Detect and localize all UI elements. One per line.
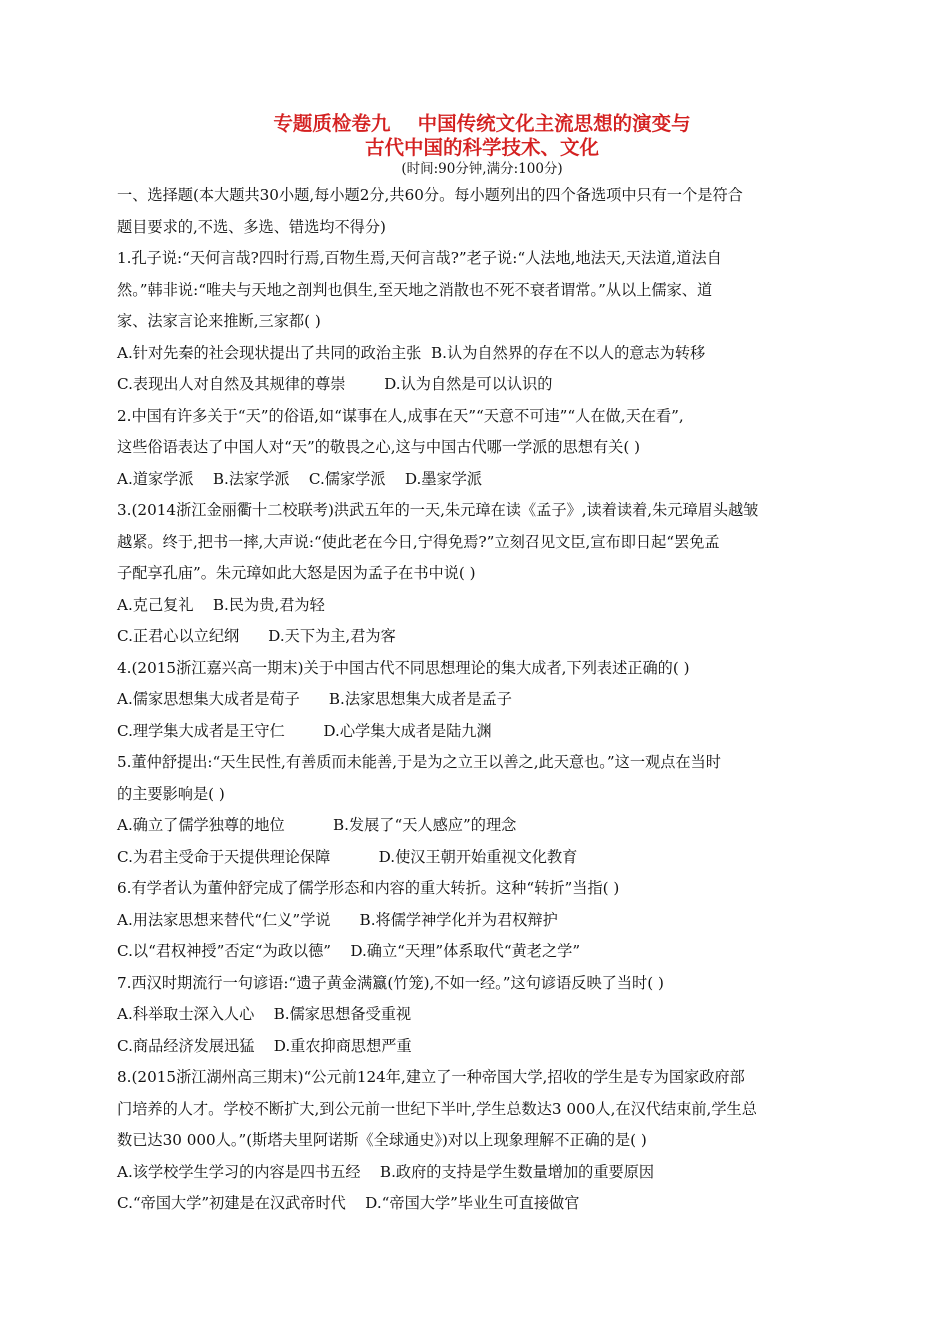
question-stem-line: 门培养的人才。学校不断扩大,到公元前一世纪下半叶,学生总数达3 000人,在汉代结束前,学生总 xyxy=(117,1099,757,1118)
question-options-line: A.该学校学生学习的内容是四书五经 B.政府的支持是学生数量增加的重要原因 xyxy=(117,1162,655,1181)
question-options-line: A.儒家思想集大成者是荀子 B.法家思想集大成者是孟子 xyxy=(117,690,512,708)
question-options-line: A.针对先秦的社会现状提出了共同的政治主张 B.认为自然界的存在不以人的意志为转移 xyxy=(117,343,706,362)
question-1 xyxy=(117,243,837,401)
question-options-line: C.表现出人对自然及其规律的尊崇 D.认为自然是可以认识的 xyxy=(117,375,553,393)
question-options-line: C.商品经济发展迅猛 D.重农抑商思想严重 xyxy=(117,1036,412,1055)
question-4 xyxy=(117,653,837,748)
question-stem-line: 6.有学者认为董仲舒完成了儒学形态和内容的重大转折。这种“转折”当指( ) xyxy=(117,879,620,897)
section-instructions-line: 一、选择题(本大题共30小题,每小题2分,共60分。每小题列出的四个备选项中只有一个是符合 xyxy=(117,186,743,204)
question-options-line: A.克己复礼 B.民为贵,君为轻 xyxy=(117,595,325,614)
question-options-line: C.正君心以立纪纲 D.天下为主,君为客 xyxy=(117,627,396,645)
question-stem-line: 4.(2015浙江嘉兴高一期末)关于中国古代不同思想理论的集大成者,下列表述正确的( ) xyxy=(117,658,690,677)
question-options-line: A.科举取士深入人心 B.儒家思想备受重视 xyxy=(117,1005,412,1023)
question-5 xyxy=(117,747,837,873)
question-stem-line: 子配享孔庙”。朱元璋如此大怒是因为孟子在书中说( ) xyxy=(117,564,476,582)
question-options-line: C.以“君权神授”否定“为政以德” D.确立“天理”体系取代“黄老之学” xyxy=(117,942,581,960)
document-title-line-2: 古代中国的科学技术、文化 xyxy=(364,136,599,159)
document-page xyxy=(117,112,837,1220)
question-stem-line: 5.董仲舒提出:“天生民性,有善质而未能善,于是为之立王以善之,此天意也。”这一观点在当时 xyxy=(117,753,721,771)
question-options-line: A.道家学派 B.法家学派 C.儒家学派 D.墨家学派 xyxy=(117,469,483,488)
document-title-line-1: 专题质检卷九 中国传统文化主流思想的演变与 xyxy=(273,112,691,135)
question-stem-line: 3.(2014浙江金丽衢十二校联考)洪武五年的一天,朱元璋在读《孟子》,读着读着,朱元璋眉头越皱 xyxy=(117,501,759,519)
exam-time-score: (时间:90分钟,满分:100分) xyxy=(401,161,563,177)
question-7 xyxy=(117,968,837,1063)
question-stem-line: 这些俗语表达了中国人对“天”的敬畏之心,这与中国古代哪一学派的思想有关( ) xyxy=(117,438,641,456)
question-3 xyxy=(117,495,837,653)
question-2 xyxy=(117,401,837,496)
question-stem-line: 然。”韩非说:“唯夫与天地之剖判也俱生,至天地之消散也不死不衰者谓常。”从以上儒家、道 xyxy=(117,280,713,299)
question-8 xyxy=(117,1062,837,1220)
question-stem-line: 数已达30 000人。”(斯塔夫里阿诺斯《全球通史》)对以上现象理解不正确的是( ) xyxy=(117,1131,647,1149)
question-6 xyxy=(117,873,837,968)
question-options-line: C.理学集大成者是王守仁 D.心学集大成者是陆九渊 xyxy=(117,721,492,740)
question-stem-line: 1.孔子说:“天何言哉?四时行焉,百物生焉,天何言哉?”老子说:“人法地,地法天,天法道,道法自 xyxy=(117,249,722,267)
question-options-line: C.为君主受命于天提供理论保障 D.使汉王朝开始重视文化教育 xyxy=(117,847,578,866)
section-instructions xyxy=(117,180,837,243)
question-stem-line: 家、法家言论来推断,三家都( ) xyxy=(117,312,321,330)
question-stem-line: 2.中国有许多关于“天”的俗语,如“谋事在人,成事在天”“天意不可违”“人在做,天在看”, xyxy=(117,406,684,425)
question-stem-line: 8.(2015浙江湖州高三期末)“公元前124年,建立了一种帝国大学,招收的学生是专为国家政府部 xyxy=(117,1068,745,1086)
question-stem-line: 越紧。终于,把书一摔,大声说:“使此老在今日,宁得免焉?”立刻召见文臣,宣布即日起“罢免孟 xyxy=(117,532,720,551)
section-instructions-line: 题目要求的,不选、多选、错选均不得分) xyxy=(117,217,386,236)
question-stem-line: 的主要影响是( ) xyxy=(117,784,225,803)
question-options-line: A.确立了儒学独尊的地位 B.发展了“天人感应”的理念 xyxy=(117,816,517,834)
question-stem-line: 7.西汉时期流行一句谚语:“遗子黄金满籝(竹笼),不如一经。”这句谚语反映了当时( ) xyxy=(117,973,664,992)
question-options-line: A.用法家思想来替代“仁义”学说 B.将儒学神学化并为君权辩护 xyxy=(117,910,558,929)
question-options-line: C.“帝国大学”初建是在汉武帝时代 D.“帝国大学”毕业生可直接做官 xyxy=(117,1194,580,1212)
